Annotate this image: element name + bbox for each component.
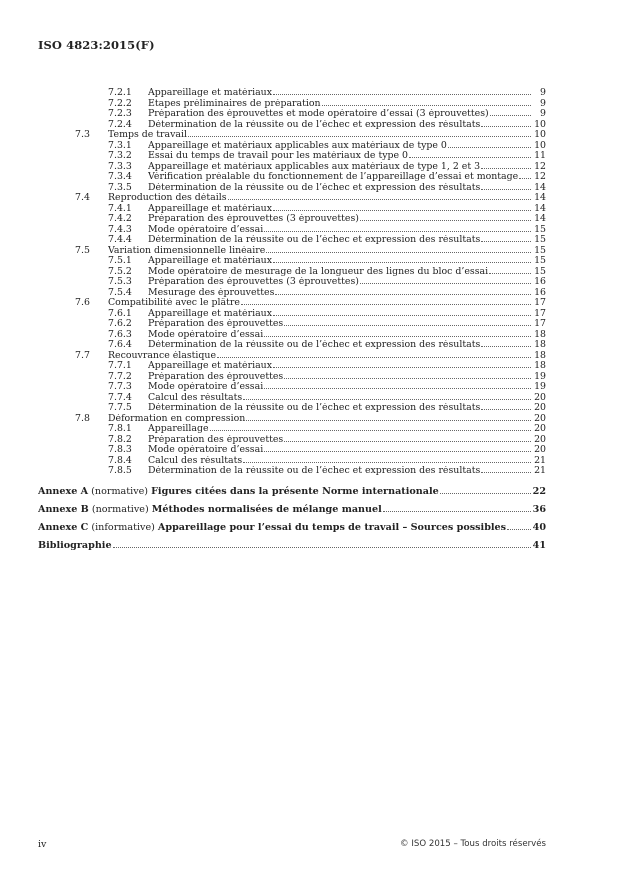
- toc-entry-page: 17: [534, 297, 546, 308]
- dot-leader: [264, 388, 531, 389]
- toc-entry-title: Mode opératoire de mesurage de la longueur des lignes du bloc d’essai: [148, 266, 489, 277]
- toc-entry-title: Appareillage et matériaux applicables aux matériaux de type 1, 2 et 3: [148, 161, 481, 172]
- toc-entry[interactable]: [38, 120, 546, 131]
- dot-leader: [519, 178, 531, 179]
- toc-entry[interactable]: [38, 109, 546, 120]
- toc-entry-number: 7.3.4: [108, 171, 132, 182]
- annex-label: Annexe C: [38, 521, 89, 533]
- annex-label: Annexe A: [38, 485, 89, 497]
- toc-entry-page: 9: [540, 97, 546, 109]
- toc-entry[interactable]: [38, 445, 546, 456]
- document-header: ISO 4823:2015(F): [38, 38, 155, 52]
- toc-entry-number: 7.5.4: [108, 286, 132, 298]
- dot-leader: [264, 231, 531, 232]
- toc-entry-title: Calcul des résultats: [148, 455, 243, 466]
- toc-entry[interactable]: [38, 466, 546, 477]
- footer-page-number: iv: [38, 839, 47, 850]
- toc-entry-number: 7.4.1: [108, 202, 132, 214]
- dot-leader: [273, 315, 531, 316]
- annex-page: 36: [532, 503, 546, 515]
- dot-leader: [481, 126, 531, 127]
- toc-entry[interactable]: [38, 88, 546, 99]
- toc-annex-entry[interactable]: [38, 520, 546, 535]
- dot-leader: [275, 294, 531, 295]
- toc-entry-page: 20: [534, 412, 546, 424]
- toc-entry-number: 7.7.5: [108, 402, 132, 413]
- toc-entry-page: 20: [534, 402, 546, 413]
- dot-leader: [481, 346, 531, 347]
- dot-leader: [489, 273, 531, 274]
- toc-entry[interactable]: [38, 183, 546, 194]
- dot-leader: [383, 511, 531, 512]
- annex-label: Annexe B: [38, 503, 89, 515]
- toc-entry-page: 12: [534, 171, 546, 182]
- toc-entry-title: Variation dimensionnelle linéaire: [108, 245, 266, 256]
- toc-entry-title: Mode opératoire d’essai: [148, 382, 264, 392]
- toc-entry-title: Détermination de la réussite ou de l’échec et expression des résultats: [148, 403, 481, 413]
- toc-entry-number: 7.4: [75, 192, 90, 203]
- toc-entry[interactable]: [38, 235, 546, 246]
- toc-entry[interactable]: [38, 256, 546, 267]
- dot-leader: [264, 336, 531, 337]
- toc-entry-page: 12: [534, 160, 546, 172]
- annex-type: (normative): [91, 503, 149, 515]
- toc-entry[interactable]: [38, 193, 546, 204]
- toc-entry-title: Reproduction des détails: [108, 193, 227, 203]
- toc-entry[interactable]: [38, 288, 546, 299]
- toc-entry[interactable]: [38, 382, 546, 393]
- toc-entry-number: 7.3.1: [108, 139, 132, 151]
- toc-entry-title: Préparation des éprouvettes (3 éprouvettes): [148, 214, 359, 224]
- toc-entry-number: 7.6.2: [108, 318, 132, 329]
- dot-leader: [228, 199, 531, 200]
- toc-entry-page: 20: [534, 444, 546, 455]
- toc-entry-page: 15: [534, 223, 546, 235]
- footer-copyright: © ISO 2015 – Tous droits réservés: [400, 839, 546, 849]
- dot-leader: [264, 451, 531, 452]
- dot-leader: [448, 147, 531, 148]
- toc-entry-page: 19: [534, 370, 546, 382]
- toc-entry-title: Essai du temps de travail pour les matériaux de type 0: [148, 151, 409, 161]
- dot-leader: [481, 168, 531, 169]
- toc-entry-page: 10: [534, 139, 546, 151]
- toc-entry-number: 7.3.2: [108, 150, 132, 161]
- dot-leader: [481, 409, 531, 410]
- toc-entry-number: 7.4.2: [108, 213, 132, 224]
- toc-entry-page: 11: [534, 150, 546, 161]
- toc-entry-number: 7.8.4: [108, 454, 132, 466]
- toc-entry-page: 16: [534, 276, 546, 287]
- annex-page: 22: [532, 485, 546, 497]
- toc-entry-number: 7.2.3: [108, 108, 132, 119]
- toc-entry-title: Appareillage et matériaux: [148, 361, 272, 371]
- toc-entry-number: 7.6.4: [108, 339, 132, 350]
- toc-entry-page: 15: [534, 234, 546, 245]
- toc-entry-page: 14: [534, 213, 546, 224]
- toc-entry-number: 7.8.2: [108, 433, 132, 445]
- annex-page: 40: [532, 521, 546, 533]
- dot-leader: [481, 189, 531, 190]
- annex-type: (normative): [91, 485, 149, 497]
- toc-annex-entry[interactable]: [38, 538, 546, 553]
- toc-entry-page: 14: [534, 192, 546, 203]
- toc-entry[interactable]: [38, 172, 546, 183]
- toc-entry-title: Appareillage et matériaux: [148, 203, 272, 214]
- toc-entry-number: 7.4.4: [108, 234, 132, 245]
- toc-entry[interactable]: [38, 214, 546, 225]
- table-of-contents: [38, 88, 546, 553]
- toc-entry-page: 21: [534, 454, 546, 466]
- toc-entry[interactable]: [38, 361, 546, 372]
- toc-entry-title: Détermination de la réussite ou de l’échec et expression des résultats: [148, 182, 481, 193]
- toc-entry-number: 7.4.3: [108, 223, 132, 235]
- toc-annex-entry[interactable]: [38, 502, 546, 517]
- toc-entry-title: Détermination de la réussite ou de l’échec et expression des résultats: [148, 466, 481, 476]
- toc-entry-page: 18: [534, 339, 546, 350]
- toc-entry-page: 18: [534, 349, 546, 361]
- toc-entry-number: 7.8: [75, 412, 90, 424]
- toc-entry-title: Temps de travail: [108, 130, 188, 140]
- dot-leader: [243, 399, 531, 400]
- spacer: [38, 477, 546, 481]
- toc-entry-number: 7.5.3: [108, 276, 132, 287]
- toc-entry-number: 7.7.4: [108, 391, 132, 403]
- toc-entry[interactable]: [38, 403, 546, 414]
- toc-entry-title: Appareillage et matériaux: [148, 88, 272, 98]
- toc-entry-title: Étapes préliminaires de préparation: [148, 98, 321, 109]
- toc-entry-title: Mesurage des éprouvettes: [148, 287, 275, 298]
- toc-entry-number: 7.8.5: [108, 465, 132, 476]
- dot-leader: [273, 262, 531, 263]
- dot-leader: [273, 210, 531, 211]
- toc-entry-number: 7.7: [75, 349, 90, 361]
- dot-leader: [273, 94, 531, 95]
- toc-entry-title: Calcul des résultats: [148, 392, 243, 403]
- toc-entry-number: 7.6.3: [108, 328, 132, 340]
- toc-entry-page: 15: [534, 255, 546, 266]
- toc-entry-page: 14: [534, 202, 546, 214]
- dot-leader: [360, 220, 531, 221]
- toc-entry-page: 19: [534, 381, 546, 392]
- dot-leader: [322, 105, 531, 106]
- toc-entry-number: 7.6: [75, 297, 90, 308]
- toc-entry-number: 7.7.3: [108, 381, 132, 392]
- toc-entry-title: Mode opératoire d’essai: [148, 445, 264, 455]
- dot-leader: [284, 441, 531, 442]
- dot-leader: [246, 420, 531, 421]
- dot-leader: [481, 472, 531, 473]
- dot-leader: [113, 547, 531, 548]
- toc-entry-title: Appareillage et matériaux: [148, 308, 272, 319]
- toc-entry-number: 7.5.1: [108, 255, 132, 266]
- toc-entry-page: 10: [534, 129, 546, 140]
- toc-entry-title: Détermination de la réussite ou de l’échec et expression des résultats: [148, 235, 481, 245]
- toc-entry-page: 20: [534, 423, 546, 434]
- dot-leader: [284, 378, 531, 379]
- dot-leader: [266, 252, 531, 253]
- toc-entry-title: Préparation des éprouvettes: [148, 371, 284, 382]
- toc-entry-page: 18: [534, 360, 546, 371]
- toc-entry-title: Appareillage: [148, 424, 209, 434]
- toc-entry-title: Recouvrance élastique: [108, 350, 217, 361]
- dot-leader: [360, 283, 531, 284]
- dot-leader: [241, 304, 531, 305]
- toc-entry[interactable]: [38, 340, 546, 351]
- toc-entry[interactable]: [38, 298, 546, 309]
- toc-entry[interactable]: [38, 130, 546, 141]
- toc-entry-number: 7.7.1: [108, 360, 132, 371]
- toc-entry[interactable]: [38, 277, 546, 288]
- toc-entry-title: Préparation des éprouvettes: [148, 319, 284, 329]
- toc-entry-title: Détermination de la réussite ou de l’échec et expression des résultats: [148, 119, 481, 130]
- annex-type: (informative): [91, 521, 155, 533]
- toc-entry-page: 21: [534, 465, 546, 476]
- toc-entry-number: 7.2.2: [108, 97, 132, 109]
- toc-entry-number: 7.7.2: [108, 370, 132, 382]
- annex-title: Figures citées dans la présente Norme internationale: [151, 485, 439, 497]
- toc-entry-title: Appareillage et matériaux: [148, 256, 272, 266]
- toc-entry-page: 20: [534, 391, 546, 403]
- toc-entry-number: 7.8.3: [108, 444, 132, 455]
- toc-entry[interactable]: [38, 424, 546, 435]
- dot-leader: [210, 430, 531, 431]
- dot-leader: [217, 357, 531, 358]
- dot-leader: [409, 157, 531, 158]
- annex-label: Bibliographie: [38, 539, 112, 551]
- dot-leader: [481, 241, 531, 242]
- toc-entry-title: Vérification préalable du fonctionnement de l’appareillage d’essai et montage: [148, 172, 519, 182]
- toc-entry-page: 18: [534, 328, 546, 340]
- toc-entry-number: 7.2.1: [108, 87, 132, 98]
- dot-leader: [507, 529, 531, 530]
- dot-leader: [490, 115, 531, 116]
- toc-entry-page: 15: [534, 265, 546, 277]
- toc-entry[interactable]: [38, 151, 546, 162]
- toc-entry-number: 7.3: [75, 129, 90, 140]
- toc-entry-page: 20: [534, 433, 546, 445]
- dot-leader: [243, 462, 531, 463]
- toc-entry-number: 7.8.1: [108, 423, 132, 434]
- dot-leader: [284, 325, 531, 326]
- toc-entry-title: Préparation des éprouvettes: [148, 434, 284, 445]
- toc-entry-number: 7.2.4: [108, 118, 132, 130]
- toc-entry-title: Détermination de la réussite ou de l’échec et expression des résultats: [148, 340, 481, 350]
- toc-entry-number: 7.6.1: [108, 307, 132, 319]
- annex-title: Méthodes normalisées de mélange manuel: [151, 503, 382, 515]
- toc-entry-page: 10: [534, 118, 546, 130]
- dot-leader: [188, 136, 531, 137]
- dot-leader: [440, 493, 531, 494]
- toc-entry-title: Déformation en compression: [108, 413, 246, 424]
- toc-annex-entry[interactable]: [38, 484, 546, 499]
- toc-entry-number: 7.5: [75, 244, 90, 256]
- toc-entry-number: 7.3.3: [108, 160, 132, 172]
- toc-entry-title: Mode opératoire d’essai: [148, 224, 264, 235]
- toc-entry-title: Préparation des éprouvettes et mode opératoire d’essai (3 éprouvettes): [148, 109, 489, 119]
- toc-entry-number: 7.5.2: [108, 265, 132, 277]
- toc-entry-page: 14: [534, 181, 546, 193]
- toc-entry-title: Compatibilité avec le plâtre: [108, 298, 240, 308]
- toc-entry-page: 16: [534, 286, 546, 298]
- toc-entry-number: 7.3.5: [108, 181, 132, 193]
- toc-entry-page: 9: [540, 87, 546, 98]
- toc-entry-page: 17: [534, 318, 546, 329]
- annex-title: Appareillage pour l’essai du temps de travail – Sources possibles: [157, 521, 507, 533]
- toc-entry-page: 9: [540, 108, 546, 119]
- toc-entry-page: 15: [534, 244, 546, 256]
- toc-entry[interactable]: [38, 319, 546, 330]
- dot-leader: [273, 367, 531, 368]
- annex-page: 41: [532, 539, 546, 551]
- toc-entry-page: 17: [534, 307, 546, 319]
- toc-entry-title: Mode opératoire d’essai: [148, 329, 264, 340]
- toc-entry-title: Appareillage et matériaux applicables aux matériaux de type 0: [148, 140, 447, 151]
- toc-entry-title: Préparation des éprouvettes (3 éprouvettes): [148, 277, 359, 287]
